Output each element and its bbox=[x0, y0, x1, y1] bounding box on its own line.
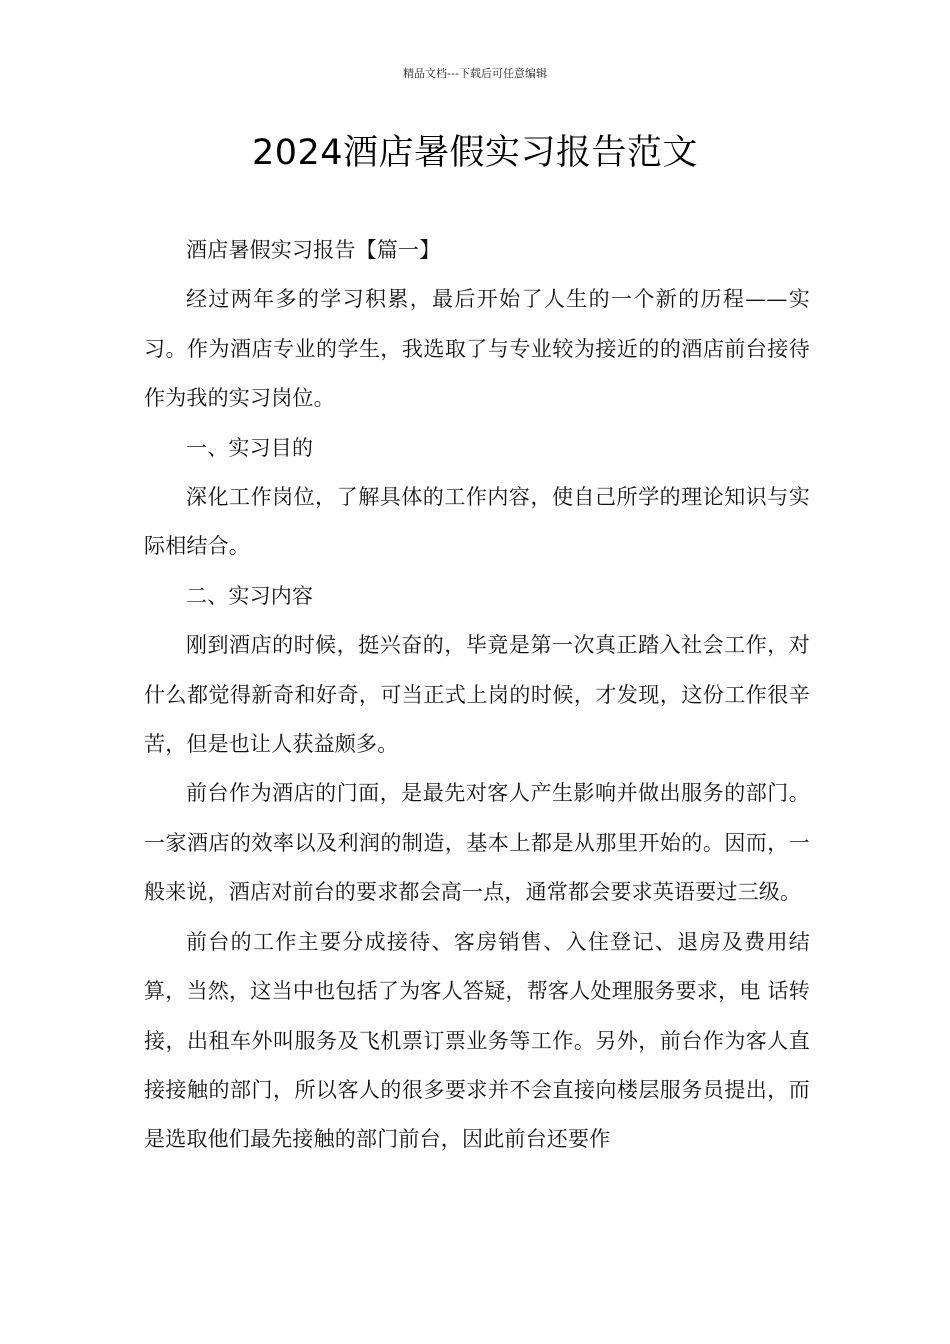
body-paragraph: 经过两年多的学习积累，最后开始了人生的一个新的历程——实习。作为酒店专业的学生，我选取了与专业较为接近的的酒店前台接待作为我的实习岗位。 bbox=[144, 287, 810, 411]
section-heading-part-one: 酒店暑假实习报告【篇一】 bbox=[186, 238, 441, 262]
body-paragraph: 前台的工作主要分成接待、客房销售、入住登记、退房及费用结算，当然，这当中也包括了为客人答疑，帮客人处理服务要求，电 话转接，出租车外叫服务及飞机票订票业务等工作。另外，前台作为客人直接接触的部门，所以客人的很多要求并不会直接向楼层服务员提出，而是选取他们最先接触的部门前台，因此前台还要作 bbox=[144, 929, 810, 1152]
document-title: 2024酒店暑假实习报告范文 bbox=[251, 133, 699, 173]
body-paragraph: 刚到酒店的时候，挺兴奋的，毕竟是第一次真正踏入社会工作，对什么都觉得新奇和好奇，可当正式上岗的时候，才发现，这份工作很辛苦，但是也让人获益颇多。 bbox=[144, 633, 810, 757]
section-heading-content: 二、实习内容 bbox=[186, 583, 314, 608]
section-heading-purpose: 一、实习目的 bbox=[186, 435, 314, 460]
document-body bbox=[144, 226, 810, 1165]
header-note: 精品文档---下载后可任意编辑 bbox=[403, 67, 547, 80]
body-paragraph: 深化工作岗位，了解具体的工作内容，使自己所学的理论知识与实际相结合。 bbox=[144, 485, 810, 559]
body-paragraph: 前台作为酒店的门面，是最先对客人产生影响并做出服务的部门。一家酒店的效率以及利润的制造，基本上都是从那里开始的。因而，一般来说，酒店对前台的要求都会高一点，通常都会要求英语要过三级。 bbox=[144, 781, 810, 905]
